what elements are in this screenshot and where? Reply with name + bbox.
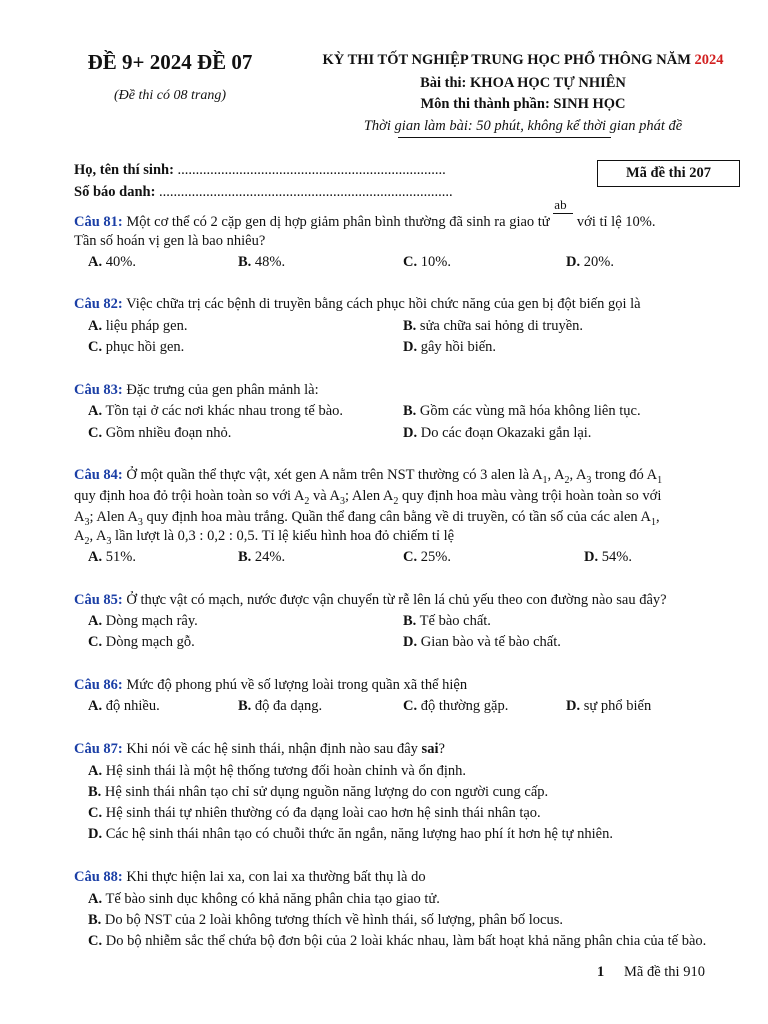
option-key: A. xyxy=(88,891,103,907)
option-text: 54%. xyxy=(598,549,632,565)
option-text: 51%. xyxy=(102,549,136,565)
id-label: Số báo danh: xyxy=(74,184,156,200)
question-text: Mức độ phong phú về số lượng loài trong quần xã thể hiện xyxy=(122,677,468,693)
option-text: Hệ sinh thái là một hệ thống tương đối hoàn chỉnh và ổn định. xyxy=(102,763,466,779)
question-text: Một cơ thể có 2 cặp gen dị hợp giảm phân bình thường đã sinh ra giao tử xyxy=(122,214,554,230)
option-text: sự phổ biến xyxy=(580,698,652,714)
option-c[interactable] xyxy=(88,339,184,356)
question-number: Câu 83: xyxy=(74,382,123,398)
option-key: B. xyxy=(238,549,252,565)
question-number: Câu 88: xyxy=(74,869,123,885)
exam-code-left: ĐỀ 9+ 2024 ĐỀ 07 xyxy=(87,50,253,74)
option-a[interactable] xyxy=(88,403,343,420)
option-text: phục hồi gen. xyxy=(102,339,185,355)
option-text: 48%. xyxy=(251,254,286,270)
option-key: C. xyxy=(88,425,103,441)
question-number: Câu 81: xyxy=(74,214,123,230)
exam-title xyxy=(278,52,768,69)
option-key: B. xyxy=(403,403,417,419)
option-text: Dòng mạch gỗ. xyxy=(102,634,195,650)
name-dots: .......................................................................... xyxy=(173,162,446,178)
exam-subject: Bài thi: KHOA HỌC TỰ NHIÊN xyxy=(420,75,626,91)
option-c[interactable] xyxy=(403,549,451,566)
option-c[interactable] xyxy=(88,805,541,822)
question-text-line3: $A_3$; Alen $A_3$ quy định hoa màu trắng. Quần thể đang cân bằng về di truyền, có tần số của các alen $A_1$, xyxy=(74,509,660,528)
question-number: Câu 84: xyxy=(74,467,123,483)
option-b[interactable] xyxy=(88,784,548,801)
option-a[interactable] xyxy=(88,318,187,335)
question-text-line2: Tần số hoán vị gen là bao nhiêu? xyxy=(74,233,266,249)
option-c[interactable] xyxy=(403,698,508,715)
emphasis-word: sai xyxy=(421,741,439,757)
option-text: Tế bào chất. xyxy=(416,613,491,629)
option-key: C. xyxy=(403,549,418,565)
option-d[interactable] xyxy=(584,549,632,566)
option-text: 10%. xyxy=(417,254,451,270)
question-83 xyxy=(74,382,319,399)
option-text: 20%. xyxy=(580,254,614,270)
time-note: Thời gian làm bài: 50 phút, không kể thời gian phát đề xyxy=(363,118,683,134)
option-key: D. xyxy=(403,339,418,355)
option-key: A. xyxy=(88,403,103,419)
option-a[interactable] xyxy=(88,891,440,908)
option-text: Do các đoạn Okazaki gắn lại. xyxy=(417,425,592,441)
option-key: A. xyxy=(88,318,103,334)
fraction-ab xyxy=(553,197,573,226)
option-b[interactable] xyxy=(403,613,491,630)
id-dots: ................................................................................. xyxy=(155,184,453,200)
exam-year: 2024 xyxy=(694,52,724,68)
question-81 xyxy=(74,197,656,231)
page-number-value: 1 xyxy=(597,964,605,980)
fraction-bar xyxy=(553,213,573,214)
option-b[interactable] xyxy=(403,318,583,335)
time-underline xyxy=(398,137,611,138)
question-82 xyxy=(74,296,641,313)
option-a[interactable] xyxy=(88,613,198,630)
question-number: Câu 87: xyxy=(74,741,123,757)
option-a[interactable] xyxy=(88,698,160,715)
name-label: Họ, tên thí sinh: xyxy=(74,162,174,178)
option-key: B. xyxy=(403,613,417,629)
option-key: D. xyxy=(88,826,103,842)
option-key: C. xyxy=(88,339,103,355)
question-86 xyxy=(74,677,467,694)
option-key: B. xyxy=(238,254,252,270)
option-d[interactable] xyxy=(566,698,651,715)
option-key: D. xyxy=(584,549,599,565)
candidate-name-line xyxy=(74,162,446,179)
question-87 xyxy=(74,741,445,758)
option-text: gây hồi biến. xyxy=(417,339,497,355)
option-d[interactable] xyxy=(403,425,591,442)
option-text: Hệ sinh thái tự nhiên thường có đa dạng loài cao hơn hệ sinh thái nhân tạo. xyxy=(102,805,541,821)
option-text: Hệ sinh thái nhân tạo chỉ sử dụng nguồn năng lượng do con người cung cấp. xyxy=(101,784,549,800)
option-text: Các hệ sinh thái nhân tạo có chuỗi thức ăn ngắn, năng lượng hao phí ít hơn hệ tự nhiên. xyxy=(102,826,613,842)
option-text: Tế bào sinh dục không có khả năng phân chia tạo giao tử. xyxy=(102,891,440,907)
candidate-id-line xyxy=(74,184,453,201)
question-number: Câu 82: xyxy=(74,296,123,312)
option-key: A. xyxy=(88,254,103,270)
option-d[interactable] xyxy=(403,339,496,356)
option-text: 40%. xyxy=(102,254,136,270)
option-a[interactable] xyxy=(88,763,466,780)
option-c[interactable] xyxy=(88,634,195,651)
option-d[interactable] xyxy=(403,634,561,651)
footer-exam-code: Mã đề thi 910 xyxy=(624,964,705,980)
option-b[interactable] xyxy=(88,912,563,929)
option-text: liệu pháp gen. xyxy=(102,318,188,334)
exam-code-box: Mã đề thi 207 xyxy=(597,160,740,187)
option-text: 24%. xyxy=(251,549,286,565)
option-text: Gồm các vùng mã hóa không liên tục. xyxy=(416,403,641,419)
option-key: D. xyxy=(403,634,418,650)
option-key: B. xyxy=(238,698,252,714)
question-88 xyxy=(74,869,426,886)
option-d[interactable] xyxy=(566,254,614,271)
question-text-line2: quy định hoa đỏ trội hoàn toàn so với $A_2$ và $A_3$; Alen $A_2$ quy định hoa màu vàng trội hoàn toàn so với xyxy=(74,488,662,507)
option-key: D. xyxy=(566,698,581,714)
option-text: độ thường gặp. xyxy=(417,698,509,714)
question-text: Đặc trưng của gen phân mảnh là: xyxy=(122,382,319,398)
page-number xyxy=(597,964,604,981)
option-key: C. xyxy=(88,933,103,949)
option-key: D. xyxy=(566,254,581,270)
option-text: Gồm nhiều đoạn nhỏ. xyxy=(102,425,232,441)
option-key: B. xyxy=(403,318,417,334)
option-text: độ đa dạng. xyxy=(251,698,323,714)
option-text: sửa chữa sai hỏng di truyền. xyxy=(416,318,584,334)
option-a[interactable] xyxy=(88,549,136,566)
question-text: Khi thực hiện lai xa, con lai xa thường bất thụ là do xyxy=(122,869,426,885)
option-d[interactable] xyxy=(88,826,613,843)
option-key: B. xyxy=(88,784,102,800)
question-text-line4: $A_2$, $A_3$ lần lượt là 0,3 : 0,2 : 0,5. Tỉ lệ kiểu hình hoa đỏ chiếm tỉ lệ xyxy=(74,528,455,547)
question-number: Câu 86: xyxy=(74,677,123,693)
option-text: Dòng mạch rây. xyxy=(102,613,198,629)
option-key: A. xyxy=(88,613,103,629)
option-b[interactable] xyxy=(238,698,322,715)
question-text: Việc chữa trị các bệnh di truyền bằng cách phục hồi chức năng của gen bị đột biến gọi là xyxy=(122,296,641,312)
option-c[interactable] xyxy=(88,425,231,442)
option-text: Tồn tại ở các nơi khác nhau trong tế bào. xyxy=(102,403,344,419)
option-b[interactable] xyxy=(238,549,285,566)
option-key: C. xyxy=(88,634,103,650)
option-key: D. xyxy=(403,425,418,441)
option-text: Do bộ nhiễm sắc thể chứa bộ đơn bội của 2 loài khác nhau, làm bất hoạt khả năng phân chia của tế bào. xyxy=(102,933,707,949)
option-text: 25%. xyxy=(417,549,451,565)
option-key: C. xyxy=(403,698,418,714)
option-c[interactable] xyxy=(88,933,706,950)
fraction-numerator: ab xyxy=(554,197,567,212)
question-text-tail: với tỉ lệ 10%. xyxy=(573,214,656,230)
option-text: Do bộ NST của 2 loài không tương thích về hình thái, số lượng, phân bố locus. xyxy=(101,912,564,928)
option-a[interactable] xyxy=(88,254,136,271)
question-mark: ? xyxy=(438,741,445,757)
option-key: A. xyxy=(88,549,103,565)
option-key: B. xyxy=(88,912,102,928)
option-b[interactable] xyxy=(238,254,285,271)
option-text: Gian bào và tế bào chất. xyxy=(417,634,561,650)
question-text: Ở một quần thể thực vật, xét gen A nằm trên NST thường có 3 alen là $A_1$, $A_2$, $A_3$ trong đó $A_1$ xyxy=(122,467,663,486)
question-text: Ở thực vật có mạch, nước được vận chuyển từ rễ lên lá chủ yếu theo con đường nào sau đây? xyxy=(122,592,667,608)
component-subject: Môn thi thành phần: SINH HỌC xyxy=(420,96,626,112)
option-b[interactable] xyxy=(403,403,641,420)
exam-title-text: KỲ THI TỐT NGHIỆP TRUNG HỌC PHỔ THÔNG NĂM xyxy=(322,52,695,68)
question-85 xyxy=(74,592,667,609)
option-c[interactable] xyxy=(403,254,451,271)
option-key: C. xyxy=(88,805,103,821)
page-count: (Đề thi có 08 trang) xyxy=(114,88,226,103)
question-text: Khi nói về các hệ sinh thái, nhận định nào sau đây xyxy=(122,741,422,757)
option-key: A. xyxy=(88,763,103,779)
option-key: A. xyxy=(88,698,103,714)
question-number: Câu 85: xyxy=(74,592,123,608)
option-text: độ nhiều. xyxy=(102,698,160,714)
option-key: C. xyxy=(403,254,418,270)
question-84 xyxy=(74,467,662,486)
